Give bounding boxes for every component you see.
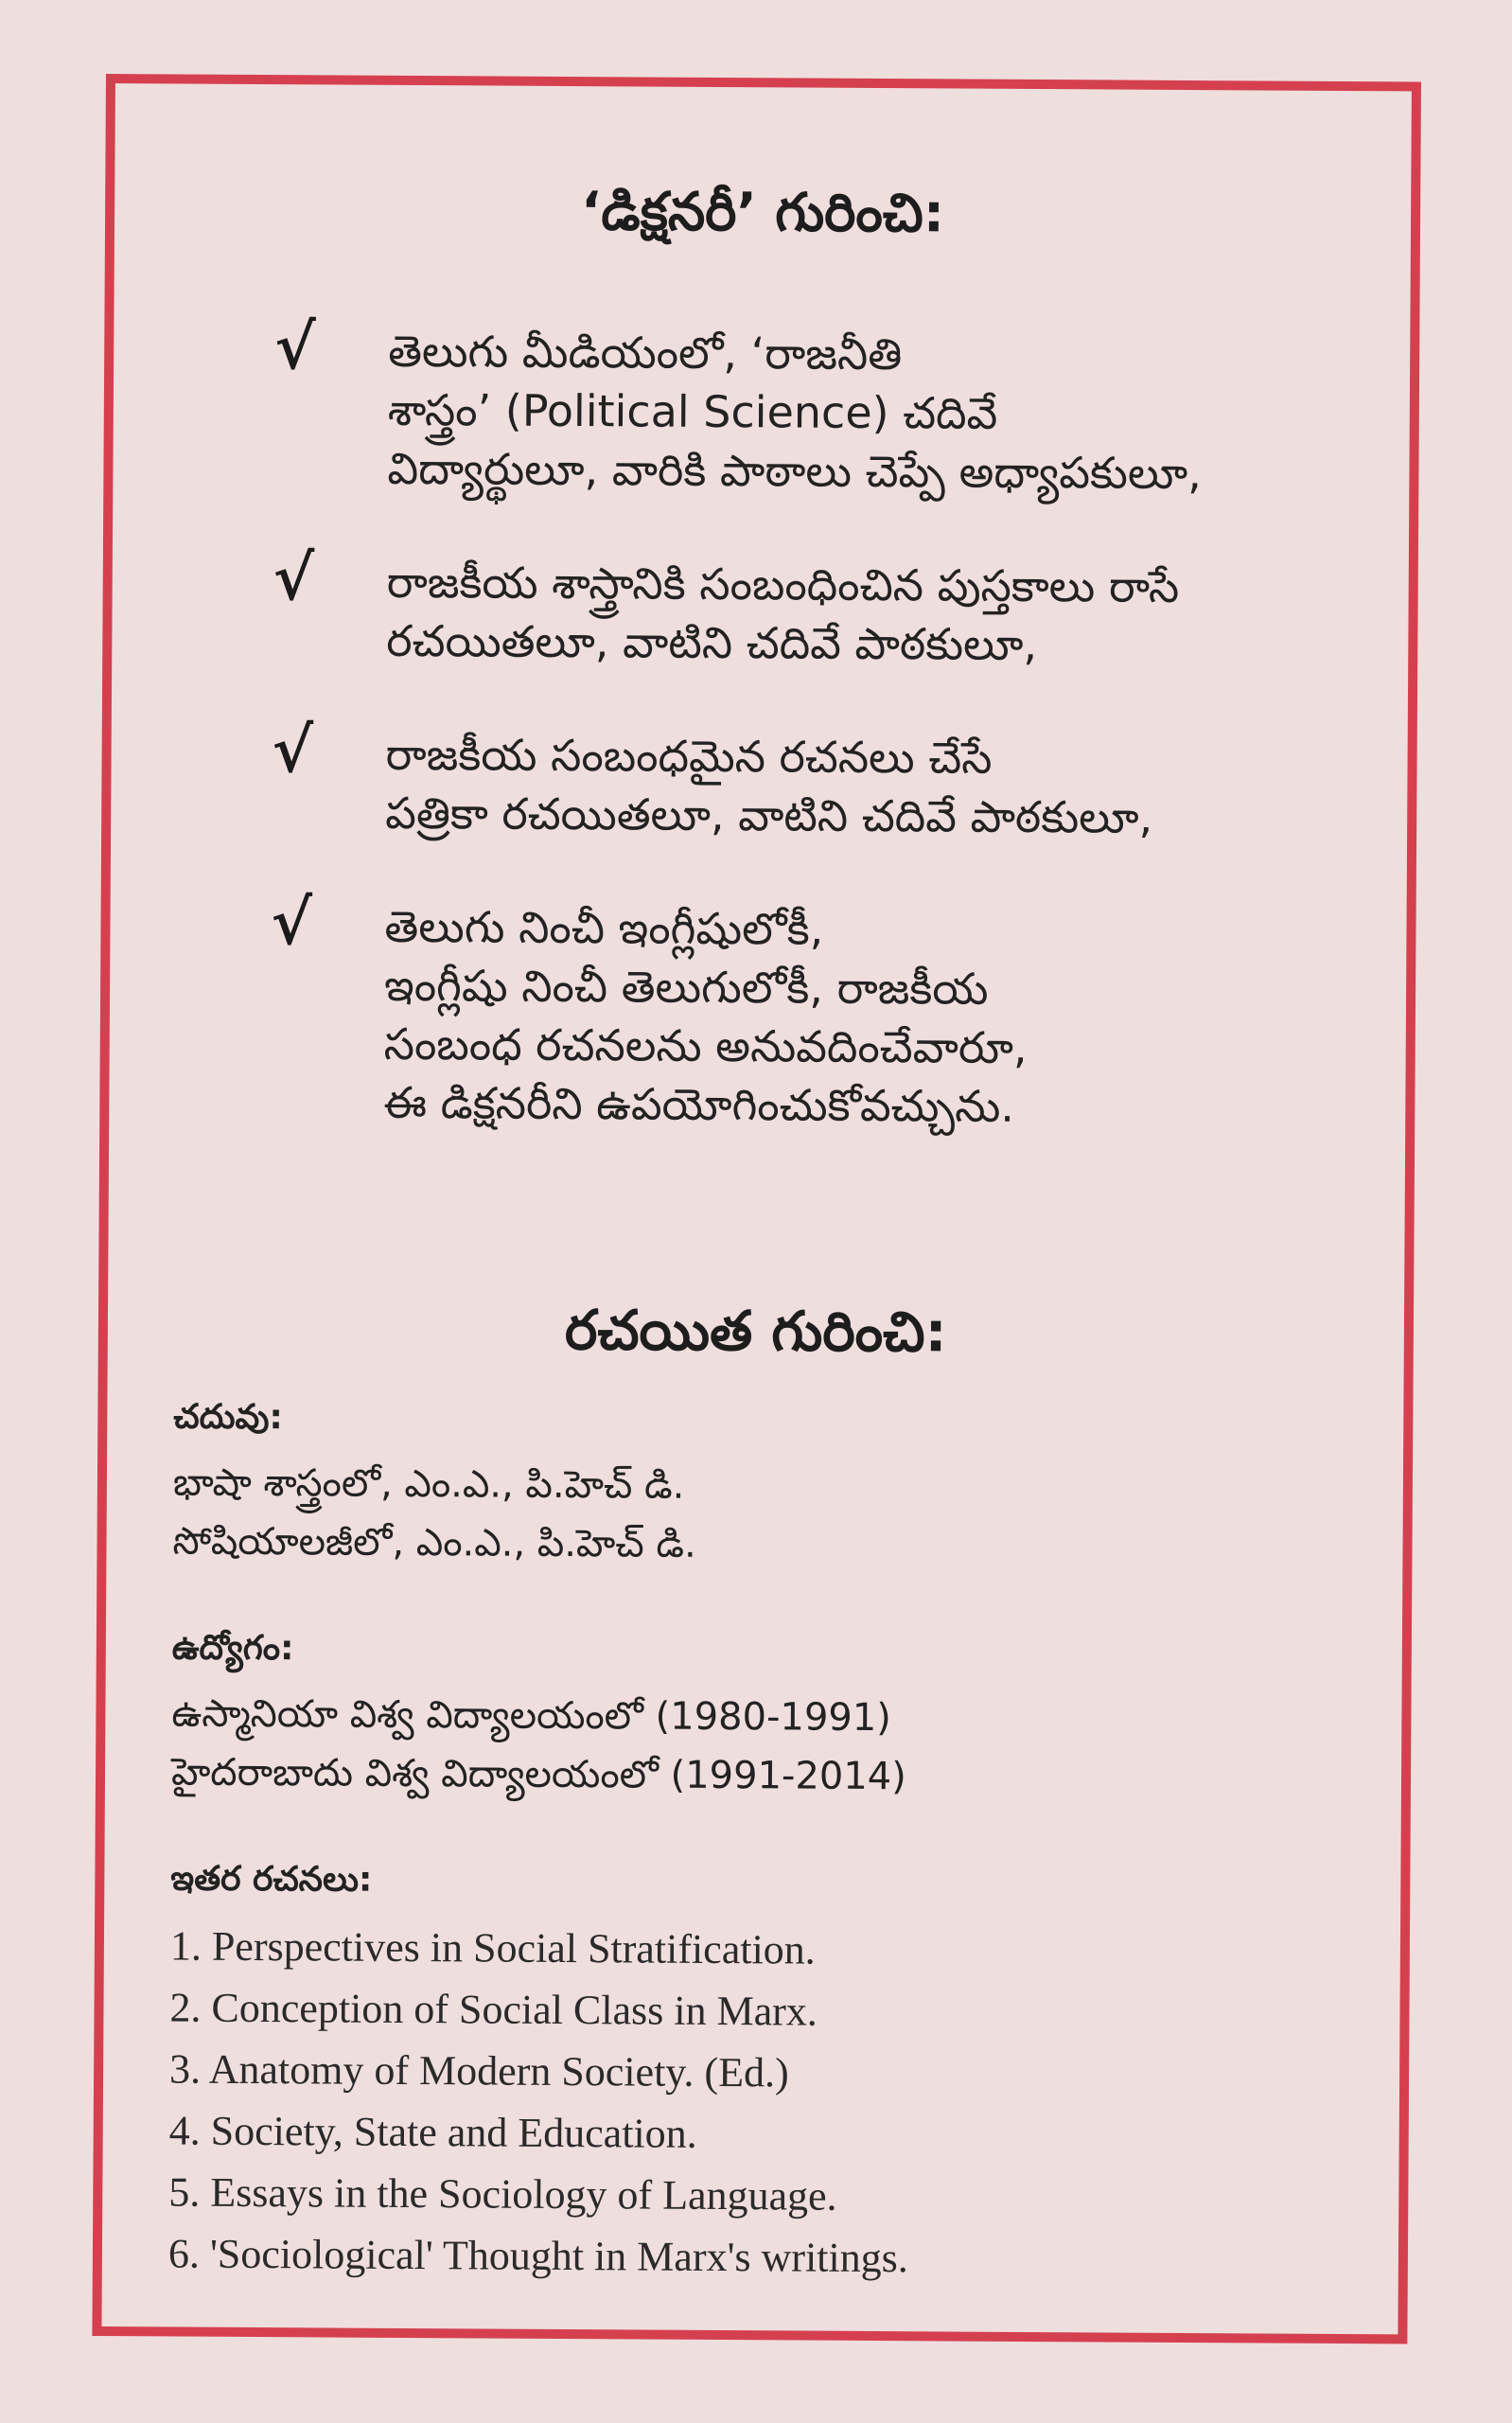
dictionary-heading: ‘డిక్షనరీ’ గురించి: [580,181,945,245]
list-item [273,540,1362,676]
education-line: సోషియాలజీలో, ఎం.ఎ., పి.హెచ్ డి. [172,1519,696,1566]
list-item [270,885,1359,1138]
list-item-text: తెలుగు నించీ ఇంగ్లీషులోకీ, ఇంగ్లీషు నించీ తెలుగులోకీ, రాజకీయ సంబంధ రచనలను అనువదించేవారూ, ఈ డిక్షనరీని ఉపయోగించుకోవచ్చును. [383,900,1028,1132]
work-item: 6. 'Sociological' Thought in Marx's writings. [167,2230,909,2282]
spacer [170,1801,1306,1863]
dictionary-audience-list [270,310,1363,1193]
list-item-text: తెలుగు మీడియంలో, ‘రాజనీతి శాస్త్రం’ (Political Science) చదివే విద్యార్థులూ, వారికి పాఠాలు చెప్పే అధ్యాపకులూ, [387,325,1203,500]
author-heading: రచయిత గురించి: [564,1297,947,1365]
checkmark-icon: √ [271,885,313,960]
employment-line: ఉస్మానియా విశ్వ విద్యాలయంలో (1980-1991) [171,1691,892,1741]
employment-line: హైదరాబాదు విశ్వ విద్యాలయంలో (1991-2014) [170,1750,906,1799]
works-label: ఇతర రచనలు: [170,1859,373,1900]
page-border-frame [92,74,1421,2343]
work-item: 3. Anatomy of Modern Society. (Ed.) [168,2045,789,2096]
employment-label: ఉద్యోగం: [171,1628,294,1669]
education-label: చదువు: [173,1397,284,1438]
list-item-text: రాజకీయ సంబంధమైన రచనలు చేసే పత్రికా రచయితలూ, వాటిని చదివే పాఠకులూ, [385,728,1153,843]
list-item-text: రాజకీయ శాస్త్రానికి సంబంధించిన పుస్తకాలు రాసే రచయితలూ, వాటిని చదివే పాఠకులూ, [386,556,1180,671]
checkmark-icon: √ [273,540,315,615]
education-line: భాషా శాస్త్రంలో, ఎం.ఎ., పి.హెచ్ డి. [172,1460,685,1508]
checkmark-icon: √ [274,310,316,384]
page-content [101,83,1411,2334]
works-list [168,1915,1306,2290]
work-item: 1. Perspectives in Social Stratification. [169,1922,816,1973]
list-item [272,713,1361,848]
work-item: 5. Essays in the Sociology of Language. [168,2168,837,2220]
author-bio [168,1394,1310,2290]
spacer [172,1570,1308,1632]
checkmark-icon: √ [272,713,314,787]
work-item: 4. Society, State and Education. [168,2107,697,2157]
list-item [273,310,1363,504]
work-item: 2. Conception of Social Class in Marx. [169,1984,818,2035]
